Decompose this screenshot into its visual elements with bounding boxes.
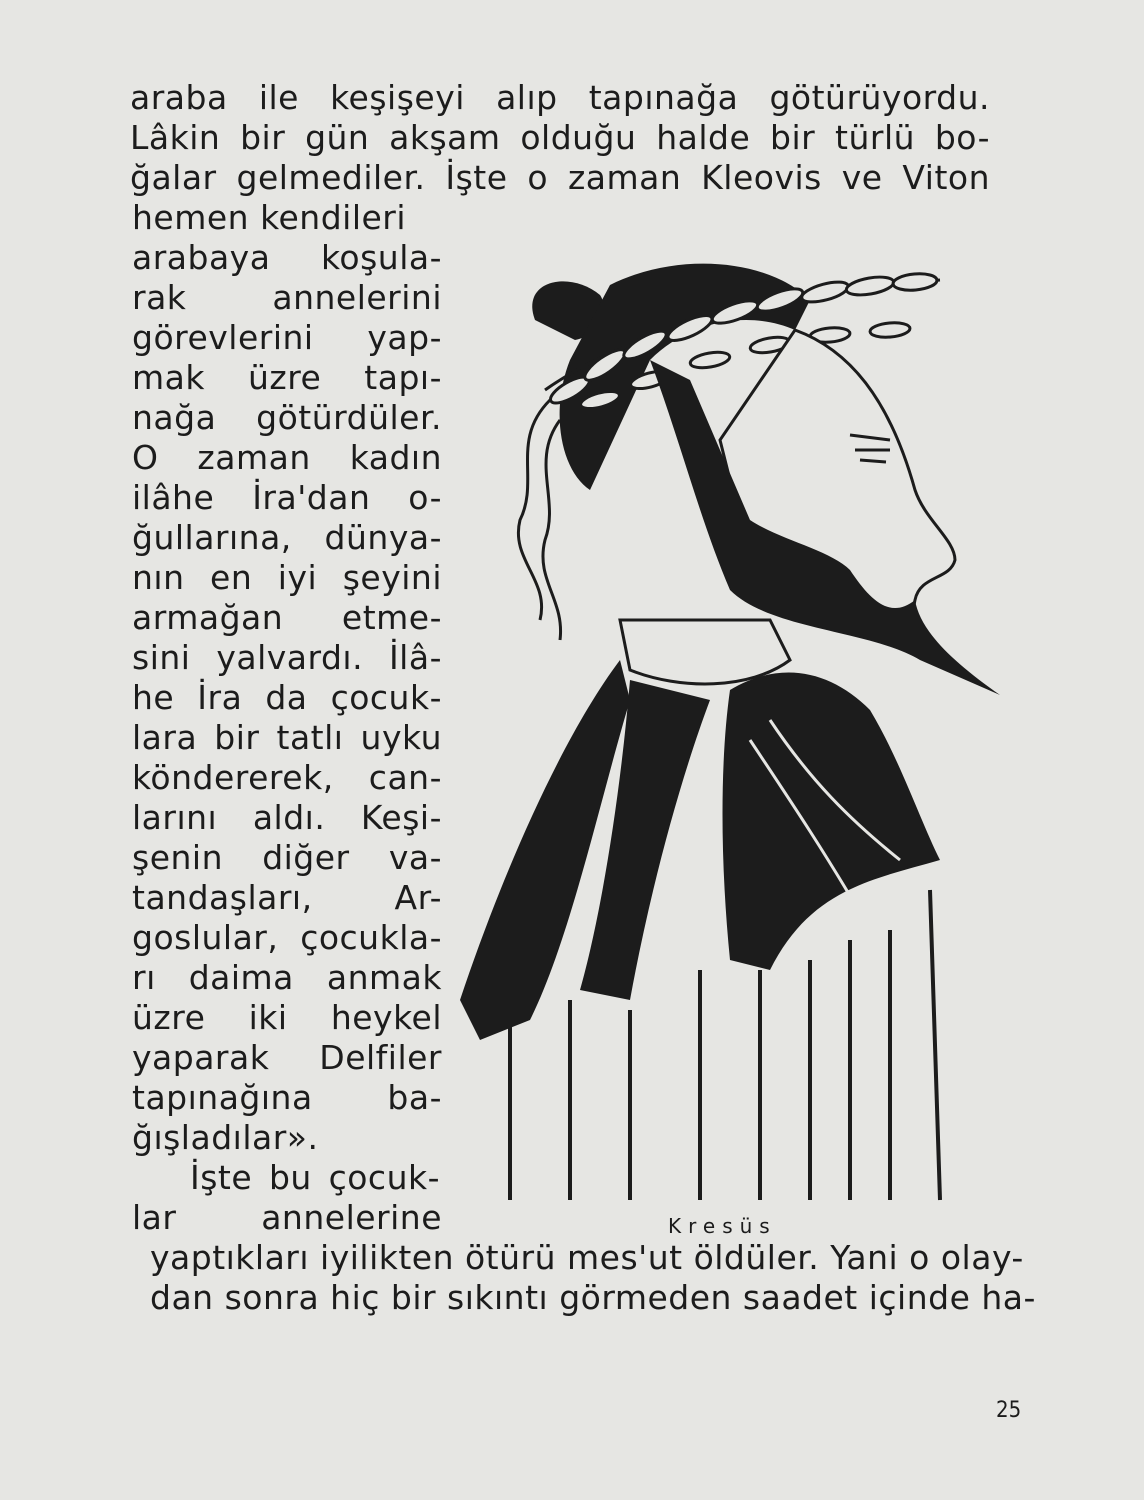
robe-lines (510, 890, 940, 1200)
text-line: arabaya koşula- (132, 238, 442, 277)
bearded-man-profile-illustration (450, 240, 1010, 1215)
text-line: Lâkin bir gün akşam olduğu halde bir türlü bo- (130, 118, 990, 157)
text-line: araba ile keşişeyi alıp tapınağa götürüyordu. (130, 78, 990, 117)
text-line: rak annelerini (132, 278, 442, 317)
text-line: ğalar gelmediler. İşte o zaman Kleovis ve Viton (130, 158, 990, 197)
text-line: mak üzre tapı- (132, 358, 442, 397)
illustration-caption: Kresüs (668, 1214, 777, 1238)
hair-locks (518, 400, 560, 640)
page-number: 25 (996, 1398, 1022, 1423)
text-line: dan sonra hiç bir sıkıntı görmeden saadet içinde ha- (150, 1278, 1036, 1317)
text-line: lara bir tatlı uyku (132, 718, 442, 757)
text-line: ğullarına, dünya- (132, 518, 442, 557)
text-line: O zaman kadın (132, 438, 442, 477)
text-line: şenin diğer va- (132, 838, 442, 877)
neck (620, 620, 790, 684)
text-line: larını aldı. Keşi- (132, 798, 442, 837)
text-line: rı daima anmak (132, 958, 442, 997)
text-line: yaptıkları iyilikten ötürü mes'ut öldüler. Yani o olay- (150, 1238, 1024, 1277)
text-line: tapınağına ba- (132, 1078, 442, 1117)
text-line: ilâhe İra'dan o- (132, 478, 442, 517)
text-line: tandaşları, Ar- (132, 878, 442, 917)
robe-right (723, 673, 941, 970)
text-line: ğışladılar». (132, 1118, 319, 1157)
text-line: goslular, çocukla- (132, 918, 442, 957)
text-line: nın en iyi şeyini (132, 558, 442, 597)
text-line: sini yalvardı. İlâ- (132, 638, 442, 677)
text-line: nağa götürdüler. (132, 398, 442, 437)
text-line: görevlerini yap- (132, 318, 442, 357)
text-line: köndererek, can- (132, 758, 442, 797)
text-line: üzre iki heykel (132, 998, 442, 1037)
text-line: lar annelerine (132, 1198, 442, 1237)
text-line: he İra da çocuk- (132, 678, 442, 717)
text-line: İşte bu çocuk- (190, 1158, 440, 1197)
text-line: hemen kendileri (132, 198, 407, 237)
text-line: armağan etme- (132, 598, 442, 637)
text-line: yaparak Delfiler (132, 1038, 442, 1077)
